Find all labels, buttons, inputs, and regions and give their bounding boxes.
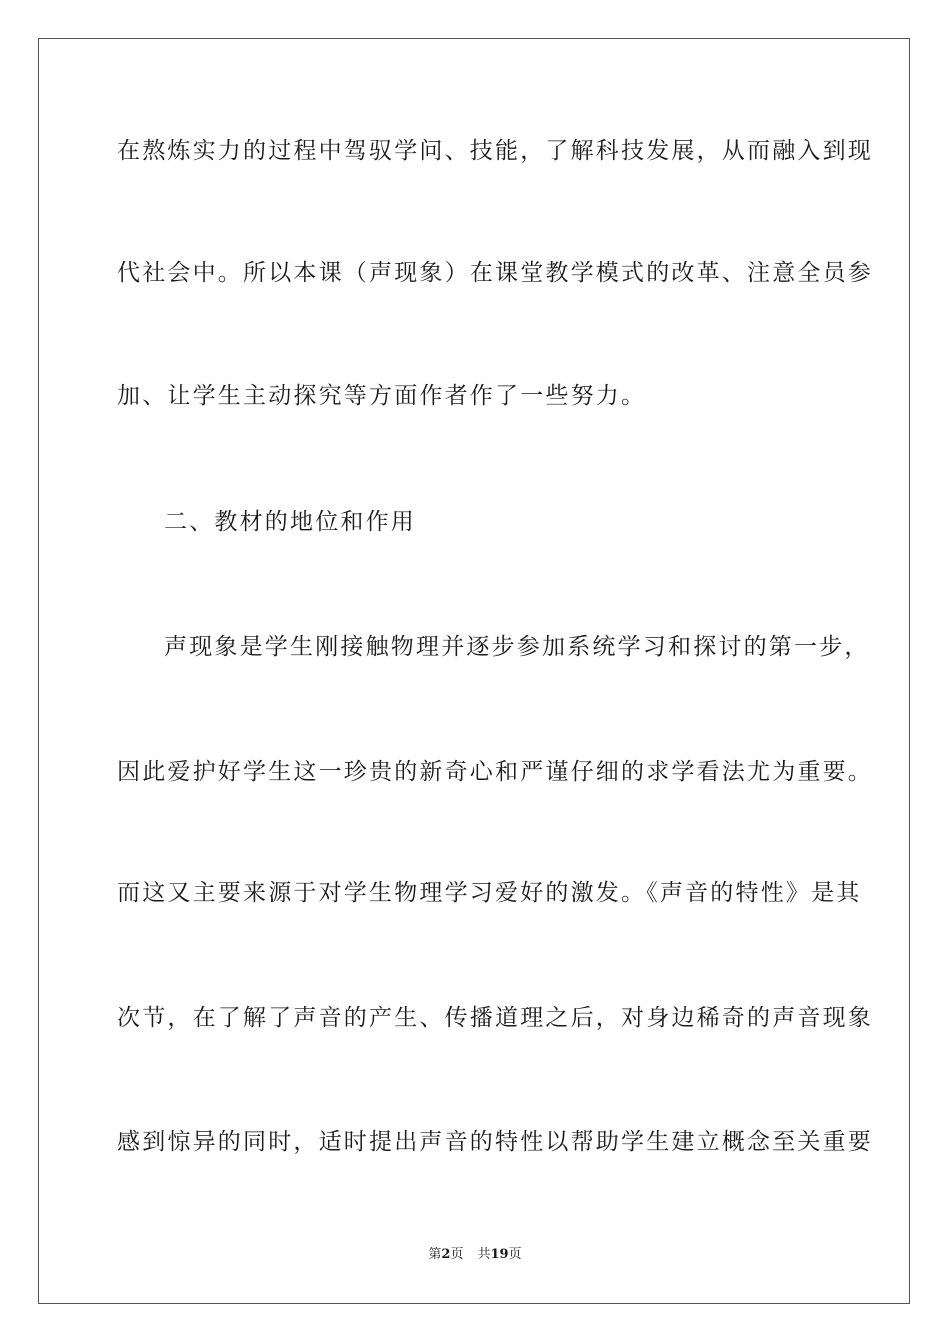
body-line-1: 在熬炼实力的过程中驾驭学问、技能，了解科技发展，从而融入到现 xyxy=(117,138,873,164)
page-prefix: 第 xyxy=(428,1247,442,1262)
page-border xyxy=(38,38,910,1304)
total-suffix: 页 xyxy=(508,1247,522,1262)
page-suffix: 页 xyxy=(450,1247,464,1262)
body-line-3: 加、让学生主动探究等方面作者作了一些努力。 xyxy=(117,383,647,409)
body-line-9: 感到惊异的同时，适时提出声音的特性以帮助学生建立概念至关重要 xyxy=(117,1129,873,1155)
total-pages: 19 xyxy=(490,1247,509,1262)
page-footer xyxy=(0,1246,950,1264)
section-heading: 二、教材的地位和作用 xyxy=(164,509,416,535)
body-line-2: 代社会中。所以本课（声现象）在课堂教学模式的改革、注意全员参 xyxy=(117,260,873,286)
total-prefix: 共 xyxy=(477,1247,491,1262)
page-number: 2 xyxy=(441,1247,451,1262)
body-line-8: 次节，在了解了声音的产生、传播道理之后，对身边稀奇的声音现象 xyxy=(117,1005,873,1031)
body-line-5: 声现象是学生刚接触物理并逐步参加系统学习和探讨的第一步， xyxy=(164,634,870,660)
body-line-7: 而这又主要来源于对学生物理学习爱好的激发。《声音的特性》是其 xyxy=(117,880,862,906)
body-line-6: 因此爱护好学生这一珍贵的新奇心和严谨仔细的求学看法尤为重要。 xyxy=(117,759,873,785)
